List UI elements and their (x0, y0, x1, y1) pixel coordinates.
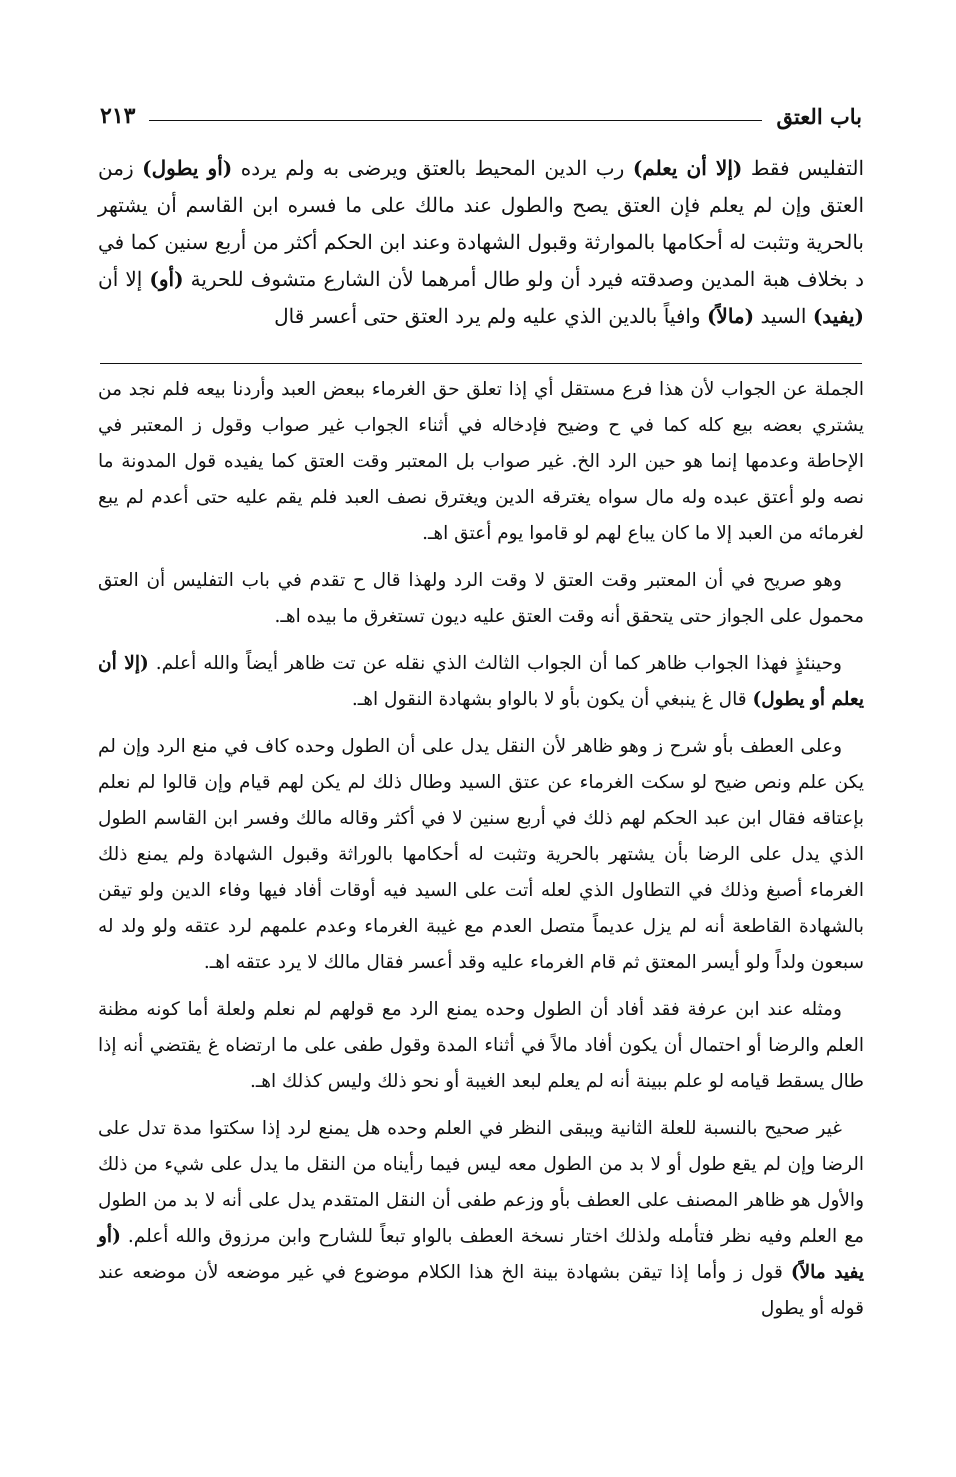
text-run: رب الدين المحيط بالعتق ويرضى به ولم يرده (232, 156, 633, 180)
text-run: ومثله عند ابن عرفة فقد أفاد أن الطول وحده يمنع الرد مع قولهم لم نعلم ولعلة أما كونه مظنة العلم والرضا أو احتمال أن يكون أفاد مالاً في أثناء المدة وقول طفى على ما ارتضاه غ يقتضي أنه إذا طال يسقط قيامه لو علم ببينة أنه لم يعلم لبعد الغيبة أو نحو ذلك وليس كذلك اهـ. (98, 999, 864, 1092)
quoted-matn: (يفيد) (812, 304, 864, 328)
text-run: الجملة عن الجواب لأن هذا فرع مستقل أي إذا تعلق حق الغرماء ببعض العبد وأردنا بيعه فلم نجد من يشتري بعضه بيع كله كما في ح وضيح فإدخاله في أثناء الجواب غير صواب وقول ز المعتبر في الإحاطة وعدمها إنما هو حين الرد الخ. غير صواب بل المعتبر وقت العتق كما يفيده قول المدونة ما نصه ولو أعتق عبده وله مال سواه يغترقه الدين ويغترق نصف العبد فلم يقم عليه حتى أعدم لم يبع لغرمائه من العبد إلا ما كان يباع لهم لو قاموا يوم أعتق اهـ. (98, 379, 864, 544)
note-paragraph (98, 646, 864, 718)
page-number: ٢١٣ (100, 103, 136, 129)
quoted-matn: (أو يفيد مالاً) (98, 1226, 864, 1283)
text-run: وحينئذٍ فهذا الجواب ظاهر كما أن الجواب الثالث الذي نقله عن تت ظاهر أيضاً والله أعلم. (148, 653, 842, 674)
quoted-matn: (إلا أن يعلم) (632, 156, 743, 180)
note-paragraph (98, 372, 864, 552)
quoted-matn: (مالاً) (706, 304, 755, 328)
text-run: زمن العتق وإن لم يعلم فإن العتق يصح والطول عند مالك على ما فسره ابن القاسم أن يشتهر بالحرية وتثبت له أحكامها بالموارثة وقبول الشهادة وعند ابن الحكم أكثر من أربع سنين كما في د بخلاف هبة المدين وصدقته فيرد أن ولو طال أمرهما لأن الشارع متشوف للحرية (98, 156, 865, 291)
text-run: وعلى العطف بأو شرح ز وهو ظاهر لأن النقل يدل على أن الطول وحده كاف في منع الرد وإن لم يكن علم ونص ضيح لو سكت الغرماء عن عتق السيد وطال ذلك لم يكن لهم قيام وإن قالوا لم نعلم بإعتاقه فقال ابن عبد الحكم لهم ذلك في أربع سنين لا في أكثر وقاله مالك وفسر ابن القاسم الطول الذي يدل على الرضا بأن يشتهر بالحرية وتثبت له أحكامها بالوراثة وقبول الشهادة ولم يمنع ذلك الغرماء أصبغ وذلك في التطاول الذي لعله أتت على السيد فيه أوقات أفاد فيها وفاء الدين ولو تيقن بالشهادة القاطعة أنه لم يزل عديماً متصل العدم مع غيبة الغرماء وعدم علمهم لرد عتقه ولو ولد له سبعون ولداً ولو أيسر المعتق ثم قام الغرماء عليه وقد أعسر فقال مالك لا يرد عتقه اهـ. (98, 736, 864, 973)
quoted-matn: (أو يطول) (142, 156, 233, 180)
text-run: التفليس فقط (742, 156, 864, 180)
text-run: غير صحيح بالنسبة للعلة الثانية ويبقى النظر في العلم وحده هل يمنع لرد إذا سكتوا مدة تدل على الرضا وإن لم يقع طول أو لا بد من الطول معه ليس فيما رأيناه من النقل ما يدل على شيء من ذلك والأول هو ظاهر المصنف على العطف بأو وزعم طفى أن النقل المتقدم يدل على أنه لا بد من الطول مع العلم وفيه نظر فتأمله ولذلك اختار نسخة العطف بالواو تبعاً للشارح وابن مرزوق والله أعلم. (98, 1118, 864, 1247)
text-run: وهو صريح في أن المعتبر وقت العتق لا وقت الرد ولهذا قال ح تقدم في باب التفليس أن العتق محمول على الجواز حتى يتحقق أنه وقت العتق عليه ديون تستغرق ما بيده اهـ. (98, 570, 864, 627)
note-paragraph (98, 563, 864, 635)
text-run: قال غ ينبغي أن يكون بأو لا بالواو بشهادة النقول اهـ. (351, 689, 753, 710)
running-header (100, 96, 862, 136)
note-paragraph (98, 1111, 864, 1327)
quoted-matn: (أو) (149, 267, 184, 291)
main-paragraph (98, 150, 864, 335)
text-run: إلا أن (98, 267, 150, 291)
text-run: السيد (754, 304, 813, 328)
chapter-title: باب العتق (776, 103, 862, 129)
text-run: قول ز وأما إذا تيقن بشهادة بينة الخ هذا الكلام موضوع في غير موضعه لأن موضعه عند قوله أو يطول (98, 1262, 864, 1319)
text-run: وافياً بالدين الذي عليه ولم يرد العتق حتى أعسر قال (274, 304, 707, 328)
note-paragraph (98, 992, 864, 1100)
note-paragraph (98, 729, 864, 981)
header-rule (149, 120, 762, 121)
commentary-notes (98, 372, 864, 1338)
quoted-matn: (إلا أن يعلم أو يطول) (98, 653, 864, 710)
main-text (98, 150, 864, 335)
footnote-divider (100, 363, 862, 364)
